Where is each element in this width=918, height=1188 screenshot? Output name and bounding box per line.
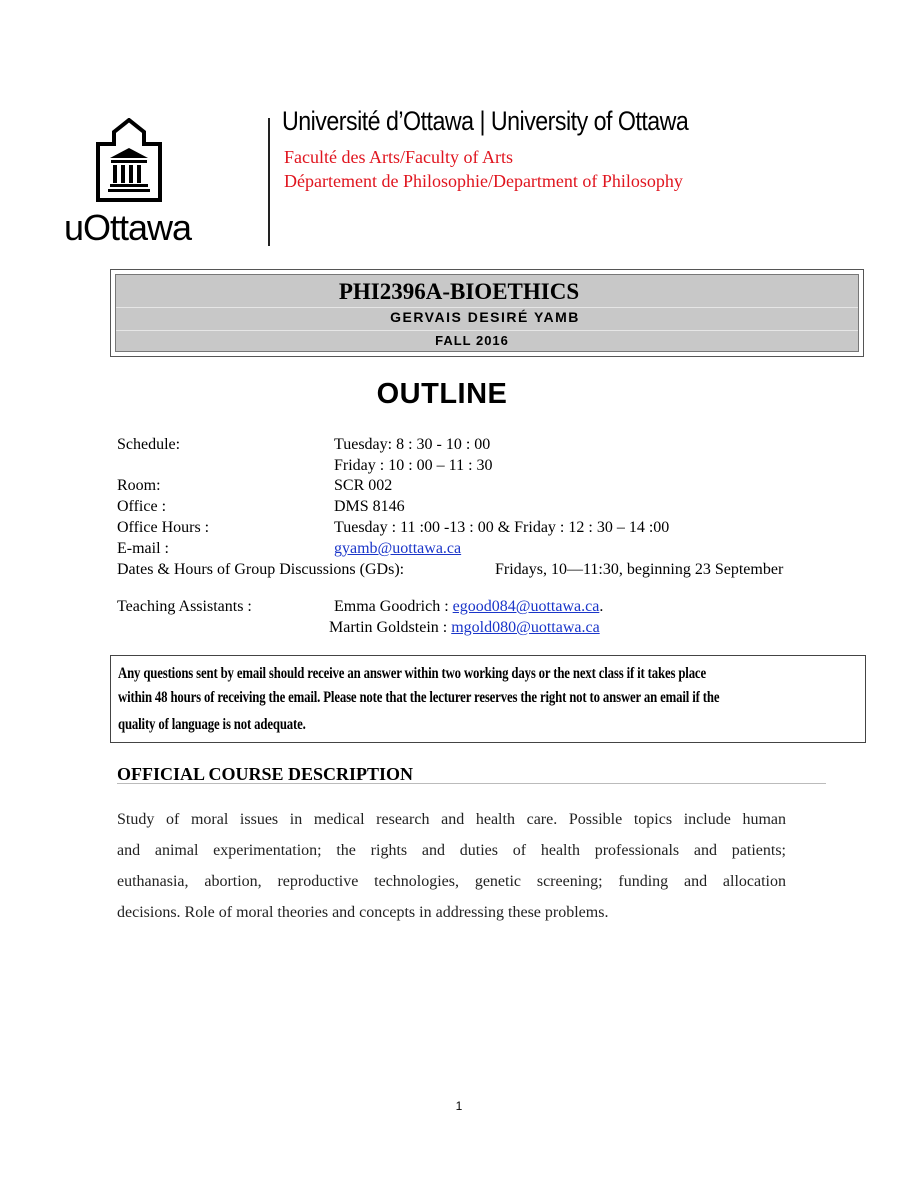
instructor-email-link[interactable]: gyamb@uottawa.ca (334, 540, 462, 557)
ta-entry-2 (329, 620, 600, 636)
description-line-4: decisions. Role of moral theories and concepts in addressing these problems. (117, 904, 609, 921)
course-code-title: PHI2396A-BIOETHICS (338, 279, 580, 304)
email-policy-line-1: Any questions sent by email should receive an answer within two working days or the next class if it takes place (118, 665, 706, 682)
description-line-1: Study of moral issues in medical research and health care. Possible topics include human (117, 811, 786, 828)
schedule-label: Schedule: (117, 436, 181, 453)
ta-name-2: Martin Goldstein : (329, 619, 452, 636)
course-description-heading: OFFICIAL COURSE DESCRIPTION (117, 764, 414, 784)
university-building-icon (96, 118, 162, 202)
office-label: Office : (117, 498, 167, 515)
logo-wordmark: uOttawa (64, 207, 192, 248)
ta-email-link-1[interactable]: egood084@uottawa.ca (452, 598, 600, 615)
group-discussions-label: Dates & Hours of Group Discussions (GDs): (117, 561, 405, 578)
room-value: SCR 002 (334, 477, 393, 494)
page-number: 1 (455, 1099, 463, 1113)
description-line-3: euthanasia, abortion, reproductive technologies, genetic screening; funding and allocation (117, 873, 786, 890)
instructor-name: GERVAIS DESIRÉ YAMB (390, 309, 580, 325)
room-label: Room: (117, 477, 161, 494)
ta-email-link-2[interactable]: mgold080@uottawa.ca (451, 619, 600, 636)
schedule-value-2: Friday : 10 : 00 – 11 : 30 (334, 457, 493, 474)
faculty-name: Faculté des Arts/Faculty of Arts (284, 147, 513, 167)
schedule-value-1: Tuesday: 8 : 30 - 10 : 00 (334, 436, 491, 453)
teaching-assistants-label: Teaching Assistants : (117, 598, 252, 615)
university-name: Université d’Ottawa | University of Ottawa (282, 106, 689, 136)
header-divider (268, 118, 270, 246)
office-value: DMS 8146 (334, 498, 405, 515)
description-line-2: and animal experimentation; the rights and duties of health professionals and patients; (117, 842, 786, 859)
outline-heading: OUTLINE (376, 378, 508, 410)
email-label: E-mail : (117, 540, 169, 557)
department-name: Département de Philosophie/Department of Philosophy (284, 171, 683, 191)
email-policy-line-3: quality of language is not adequate. (118, 716, 306, 733)
ta-entry-1 (334, 599, 603, 615)
ta-suffix-1: . (599, 598, 604, 615)
ta-name-1: Emma Goodrich : (334, 598, 453, 615)
office-hours-value: Tuesday : 11 :00 -13 : 00 & Friday : 12 : 30 – 14 :00 (334, 519, 670, 536)
section-divider (117, 783, 826, 784)
course-term: FALL 2016 (435, 333, 509, 348)
group-discussions-value: Fridays, 10—11:30, beginning 23 September (495, 561, 784, 578)
email-policy-line-2: within 48 hours of receiving the email. Please note that the lecturer reserves the right not to answer an email if the (118, 689, 720, 706)
office-hours-label: Office Hours : (117, 519, 210, 536)
